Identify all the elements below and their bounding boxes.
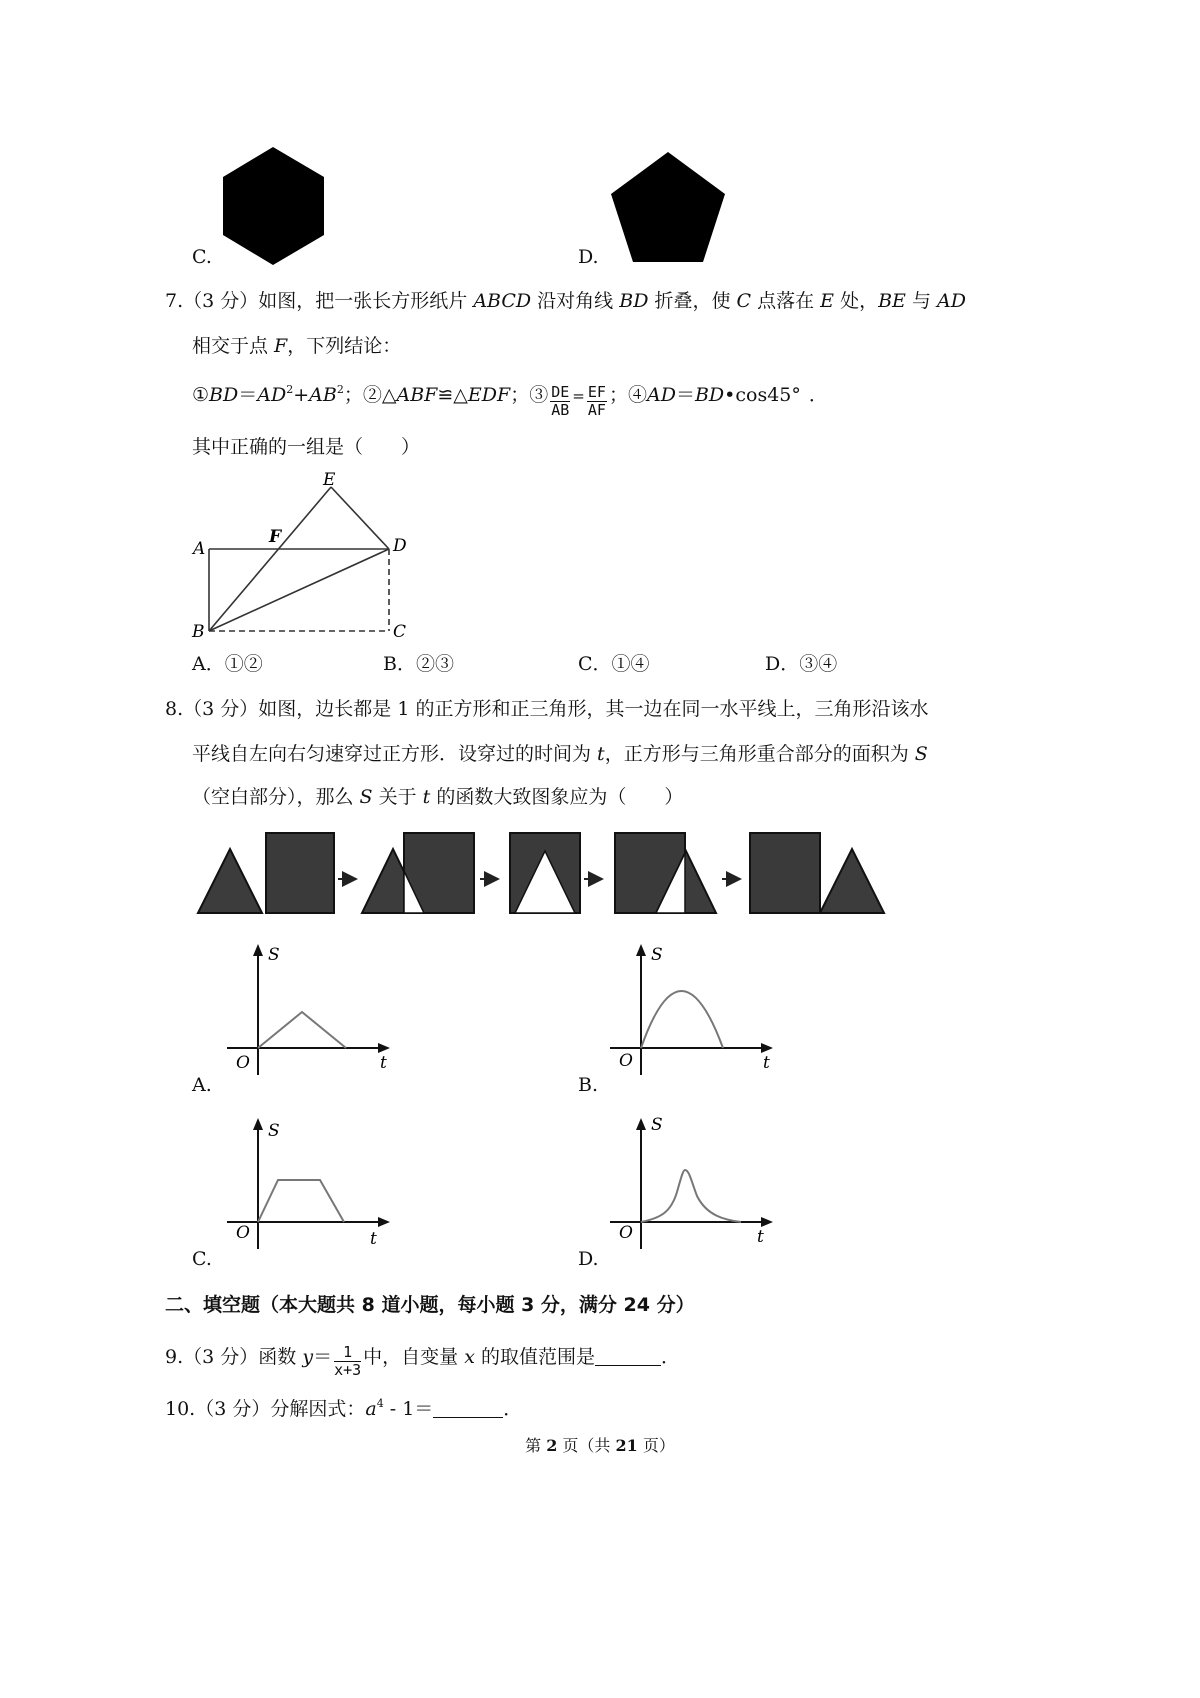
q6-option-c-label: C. xyxy=(192,246,212,268)
q8-frame-1-triangle xyxy=(198,849,262,913)
q8-stem-line2: 平线自左向右匀速穿过正方形．设穿过的时间为 t，正方形与三角形重合部分的面积为 S xyxy=(192,743,928,765)
svg-text:O: O xyxy=(236,1053,250,1073)
q7-figure-label-e: E xyxy=(323,470,336,490)
q7-figure-label-a: A xyxy=(193,539,206,559)
svg-text:t: t xyxy=(380,1053,387,1073)
q9-answer-blank[interactable] xyxy=(595,1347,661,1366)
q8-stem-line3: （空白部分），那么 S 关于 t 的函数大致图象应为（ ） xyxy=(192,786,684,808)
q7-figure-line-ed xyxy=(331,487,389,549)
svg-text:t: t xyxy=(757,1227,764,1247)
q7-fraction-ef-af: $\frac{EF}{AF}$ xyxy=(587,383,606,419)
svg-text:t: t xyxy=(763,1053,770,1073)
q8-frame-4 xyxy=(615,833,716,913)
svg-text:S: S xyxy=(651,1115,663,1135)
q8-graph-d-curve xyxy=(641,1170,741,1222)
q7-option-a: A．①② xyxy=(192,653,263,675)
q8-graph-b xyxy=(605,940,785,1080)
q8-frame-3 xyxy=(510,833,580,913)
q8-frame-2 xyxy=(362,833,474,913)
q8-frame-1-square xyxy=(266,833,334,913)
q7-fraction-de-ab: $\frac{DE}{AB}$ xyxy=(551,383,570,419)
q8-frame-5 xyxy=(750,833,884,913)
pentagon-icon xyxy=(608,150,728,264)
q9-fraction: $\frac{1}{x+3}$ xyxy=(334,1343,362,1379)
q7-rectangle-fold-figure xyxy=(185,465,425,645)
svg-text:O: O xyxy=(619,1223,633,1243)
q8-option-d-label: D. xyxy=(578,1248,599,1270)
q8-option-c-label: C. xyxy=(192,1248,212,1270)
q7-statements: $①BD=AD^2+AB^2$；②△ABF≌△EDF；③ $\frac{DE}{AB}$ = $\frac{EF}{AF}$ ；④AD＝BD•cos45° ． xyxy=(192,383,828,419)
q7-stem-line1: 7.（3 分）如图，把一张长方形纸片 ABCD 沿对角线 BD 折叠，使 C 点落在 E 处，BE 与 AD xyxy=(165,290,966,312)
hexagon-icon xyxy=(220,145,330,267)
q7-figure-label-c: C xyxy=(393,622,407,642)
q8-graph-c-curve xyxy=(258,1180,344,1222)
q10-answer-blank[interactable] xyxy=(433,1399,503,1418)
q7-stem-line2: 相交于点 F，下列结论： xyxy=(192,335,402,357)
q8-sequence-figure xyxy=(190,825,890,917)
q6-option-d-label: D. xyxy=(578,246,599,268)
q7-figure-line-bd xyxy=(209,549,389,631)
q8-option-a-label: A. xyxy=(192,1074,212,1096)
svg-text:t: t xyxy=(370,1229,377,1249)
q7-figure-label-b: B xyxy=(192,622,205,642)
q7-option-d: D．③④ xyxy=(765,653,838,675)
page-footer: 第 2 页（共 21 页） xyxy=(525,1436,675,1455)
q8-option-b-label: B. xyxy=(578,1074,599,1096)
svg-text:S: S xyxy=(651,945,663,965)
q7-option-c: C．①④ xyxy=(578,653,650,675)
svg-text:S: S xyxy=(268,945,280,965)
q7-option-b: B．②③ xyxy=(383,653,454,675)
q9-line: 9.（3 分）函数 y＝ $\frac{1}{x+3}$ 中，自变量 x 的取值范围是 ． xyxy=(165,1343,680,1379)
q8-graph-a xyxy=(222,940,402,1080)
svg-text:S: S xyxy=(268,1121,280,1141)
q8-graph-d xyxy=(605,1114,785,1254)
q8-graph-a-curve xyxy=(258,1012,346,1048)
svg-text:O: O xyxy=(619,1051,633,1071)
q8-graph-b-curve xyxy=(641,991,723,1048)
q8-stem-line1: 8.（3 分）如图，边长都是 1 的正方形和正三角形，其一边在同一水平线上，三角形沿该水 xyxy=(165,698,929,720)
q7-figure-line-be xyxy=(209,487,331,631)
q7-question: 其中正确的一组是（ ） xyxy=(192,436,421,458)
q10-line: 10.（3 分）分解因式：$a^4 - 1=$ ． xyxy=(165,1397,523,1420)
section-2-heading: 二、填空题（本大题共 8 道小题，每小题 3 分，满分 24 分） xyxy=(165,1294,695,1316)
q8-frame-1 xyxy=(198,833,334,913)
svg-text:O: O xyxy=(236,1223,250,1243)
q8-graph-c xyxy=(222,1114,402,1254)
q7-figure-label-d: D xyxy=(393,536,407,556)
q7-figure-label-f: F xyxy=(269,527,282,547)
